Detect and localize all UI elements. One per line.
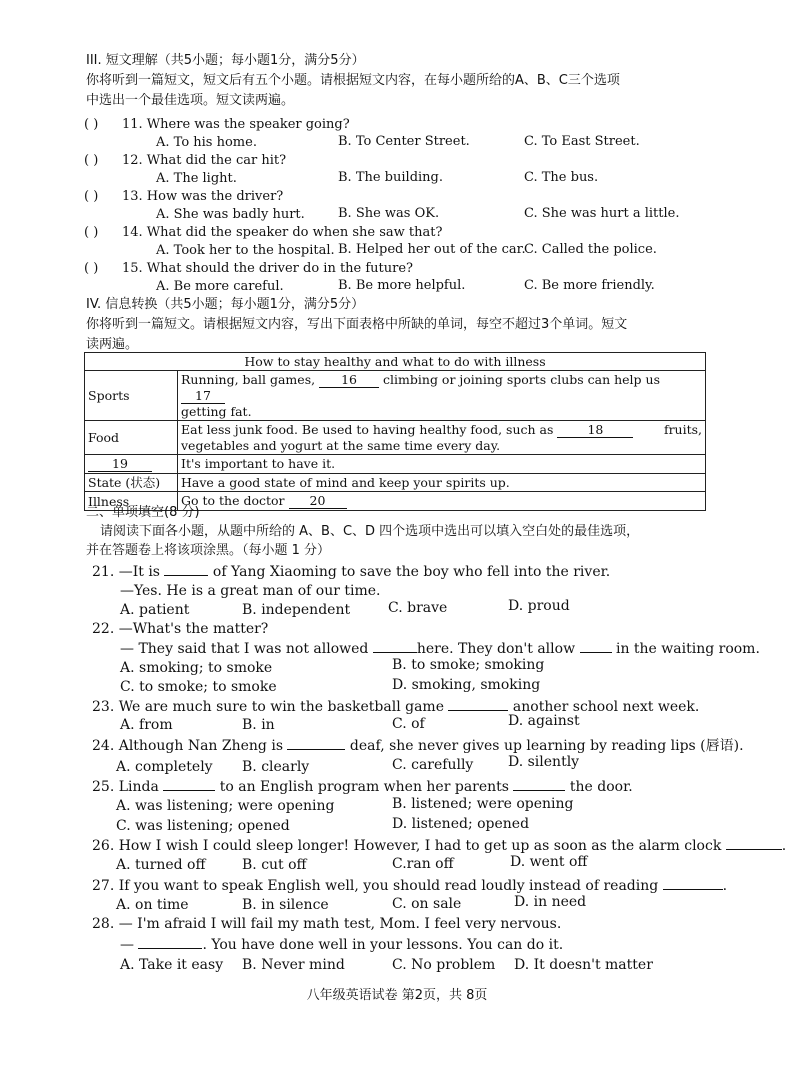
q28-blank[interactable] <box>138 936 202 949</box>
illness-text: Go to the doctor <box>181 493 285 508</box>
section3-title: III. 短文理解（共5小题；每小题1分，满分5分） <box>86 53 365 68</box>
q21-number: 21. <box>92 564 115 580</box>
question-15-stem: 15. What should the driver do in the future? <box>122 261 414 276</box>
q26-line1: 26. How I wish I could sleep longer! However, I had to get up as soon as the alarm clock . <box>92 838 787 854</box>
q26-option-a: A. turned off <box>116 857 206 873</box>
food-text-1: Eat less junk food. Be used to having healthy food, such as <box>181 422 554 437</box>
sports-text-1: Running, ball games, <box>181 372 316 387</box>
state-text: Have a good state of mind and keep your spirits up. <box>178 474 706 492</box>
illness-label: Illness <box>85 492 178 511</box>
sports-text-3: getting fat. <box>181 404 252 419</box>
q21-line1: 21. —It is of Yang Xiaoming to save the boy who fell into the river. <box>92 564 611 580</box>
q22-blank-2[interactable] <box>580 640 612 653</box>
answer-paren-13[interactable]: ( ) <box>84 189 99 204</box>
food-text-3: vegetables and yogurt at the same time every day. <box>181 438 501 453</box>
info-table-header: How to stay healthy and what to do with illness <box>85 353 706 371</box>
q22-option-b: B. to smoke; smoking <box>392 657 545 673</box>
q12-option-b: B. The building. <box>338 170 444 185</box>
blank-18[interactable]: 18 <box>557 422 633 438</box>
q26-number: 26. <box>92 838 115 854</box>
q26-option-d: D. went off <box>510 854 588 870</box>
section4-instruction-2: 读两遍。 <box>86 337 139 352</box>
answer-paren-11[interactable]: ( ) <box>84 117 99 132</box>
q28-line2: — . You have done well in your lessons. You can do it. <box>120 937 564 953</box>
q28-option-a: A. Take it easy <box>120 957 224 973</box>
q11-option-a: A. To his home. <box>156 135 257 150</box>
q12-option-a: A. The light. <box>156 171 237 186</box>
state-label: State (状态) <box>85 474 178 492</box>
food-text-2: fruits, <box>663 422 702 437</box>
q28-option-b: B. Never mind <box>242 957 345 973</box>
q23-number: 23. <box>92 699 115 715</box>
part2-title: 二、单项填空(8 分) <box>86 505 200 520</box>
sports-label: Sports <box>85 371 178 421</box>
food-cell <box>178 421 706 455</box>
q22-option-d: D. smoking, smoking <box>392 677 541 693</box>
q26-option-b: B. cut off <box>242 857 307 873</box>
q24-line1: 24. Although Nan Zheng is deaf, she never gives up learning by reading lips (唇语). <box>92 738 744 754</box>
q11-option-b: B. To Center Street. <box>338 134 470 149</box>
illness-cell <box>178 492 706 511</box>
q14-option-b: B. Helped her out of the car. <box>338 242 526 257</box>
page-footer: 八年级英语试卷 第2页，共 8页 <box>306 988 488 1003</box>
food-label: Food <box>85 421 178 455</box>
q22-line1: 22. —What's the matter? <box>92 621 269 637</box>
question-11-stem: 11. Where was the speaker going? <box>122 117 350 132</box>
section3-instruction-2: 中选出一个最佳选项。短文读两遍。 <box>86 93 295 108</box>
answer-paren-14[interactable]: ( ) <box>84 225 99 240</box>
blank-19[interactable]: 19 <box>88 456 152 472</box>
q23-blank[interactable] <box>448 698 508 711</box>
q28-option-d: D. It doesn't matter <box>514 957 653 973</box>
q14-option-c: C. Called the police. <box>524 242 657 257</box>
q24-option-a: A. completely <box>116 759 213 775</box>
table-row-sports <box>85 371 706 421</box>
q13-option-c: C. She was hurt a little. <box>524 206 680 221</box>
q12-option-c: C. The bus. <box>524 170 599 185</box>
sports-text-2: climbing or joining sports clubs can help us <box>383 372 660 387</box>
q25-option-b: B. listened; were opening <box>392 796 574 812</box>
q26-blank[interactable] <box>726 837 782 850</box>
q21-option-a: A. patient <box>120 602 190 618</box>
q13-option-a: A. She was badly hurt. <box>156 207 305 222</box>
q25-blank-1[interactable] <box>163 778 215 791</box>
q21-option-c: C. brave <box>388 600 448 616</box>
q15-option-c: C. Be more friendly. <box>524 278 655 293</box>
section3-instruction-1: 你将听到一篇短文，短文后有五个小题。请根据短文内容，在每小题所给的A、B、C三个选项 <box>86 73 620 88</box>
q21-option-d: D. proud <box>508 598 570 614</box>
q24-option-b: B. clearly <box>242 759 310 775</box>
question-14-stem: 14. What did the speaker do when she saw that? <box>122 225 443 240</box>
q23-option-a: A. from <box>120 717 173 733</box>
q25-option-d: D. listened; opened <box>392 816 530 832</box>
q11-option-c: C. To East Street. <box>524 134 640 149</box>
q22-line2: — They said that I was not allowed here. They don't allow in the waiting room. <box>120 641 760 657</box>
q27-option-c: C. on sale <box>392 896 462 912</box>
q15-option-b: B. Be more helpful. <box>338 278 466 293</box>
q25-number: 25. <box>92 779 115 795</box>
q21-blank[interactable] <box>164 563 208 576</box>
q28-option-c: C. No problem <box>392 957 496 973</box>
question-12-stem: 12. What did the car hit? <box>122 153 287 168</box>
q25-option-a: A. was listening; were opening <box>116 798 335 814</box>
q25-line1: 25. Linda to an English program when her parents the door. <box>92 779 633 795</box>
q27-option-d: D. in need <box>514 894 587 910</box>
section4-title: IV. 信息转换（共5小题；每小题1分，满分5分） <box>86 297 365 312</box>
table-row-19 <box>85 455 706 474</box>
q25-blank-2[interactable] <box>513 778 565 791</box>
q26-option-c: C.ran off <box>392 856 454 872</box>
q27-line1: 27. If you want to speak English well, you should read loudly instead of reading . <box>92 878 728 894</box>
blank-16[interactable]: 16 <box>319 372 379 388</box>
blank-20[interactable]: 20 <box>289 493 347 509</box>
question-13-stem: 13. How was the driver? <box>122 189 284 204</box>
q22-number: 22. <box>92 621 115 637</box>
q23-option-c: C. of <box>392 716 425 732</box>
q27-option-b: B. in silence <box>242 897 329 913</box>
answer-paren-15[interactable]: ( ) <box>84 261 99 276</box>
sports-cell <box>178 371 706 421</box>
part2-instruction-1: 请阅读下面各小题，从题中所给的 A、B、C、D 四个选项中选出可以填入空白处的最佳选项， <box>100 524 640 539</box>
q23-option-d: D. against <box>508 713 580 729</box>
q24-blank[interactable] <box>287 737 345 750</box>
q13-option-b: B. She was OK. <box>338 206 440 221</box>
q27-number: 27. <box>92 878 115 894</box>
info-table <box>84 352 706 511</box>
blank-17[interactable]: 17 <box>181 388 225 404</box>
q21-option-b: B. independent <box>242 602 351 618</box>
q23-line1: 23. We are much sure to win the basketball game another school next week. <box>92 699 700 715</box>
answer-paren-12[interactable]: ( ) <box>84 153 99 168</box>
q28-line1: 28. — I'm afraid I will fail my math test, Mom. I feel very nervous. <box>92 916 562 932</box>
q24-option-d: D. silently <box>508 754 580 770</box>
q15-option-a: A. Be more careful. <box>156 279 284 294</box>
table-row-state <box>85 474 706 492</box>
q22-blank-1[interactable] <box>373 640 417 653</box>
q14-option-a: A. Took her to the hospital. <box>156 243 335 258</box>
q24-number: 24. <box>92 738 115 754</box>
q27-option-a: A. on time <box>116 897 189 913</box>
q25-option-c: C. was listening; opened <box>116 818 290 834</box>
q27-blank[interactable] <box>663 877 723 890</box>
q21-line2: —Yes. He is a great man of our time. <box>120 583 381 599</box>
q28-number: 28. <box>92 916 115 932</box>
row19-text: It's important to have it. <box>178 455 706 474</box>
q22-option-c: C. to smoke; to smoke <box>120 679 277 695</box>
q23-option-b: B. in <box>242 717 275 733</box>
part2-instruction-2: 并在答题卷上将该项涂黑。（每小题 1 分） <box>86 543 331 558</box>
q24-option-c: C. carefully <box>392 757 474 773</box>
q22-option-a: A. smoking; to smoke <box>120 660 273 676</box>
section4-instruction-1: 你将听到一篇短文。请根据短文内容，写出下面表格中所缺的单词，每空不超过3个单词。短文 <box>86 317 628 332</box>
table-row-food <box>85 421 706 455</box>
